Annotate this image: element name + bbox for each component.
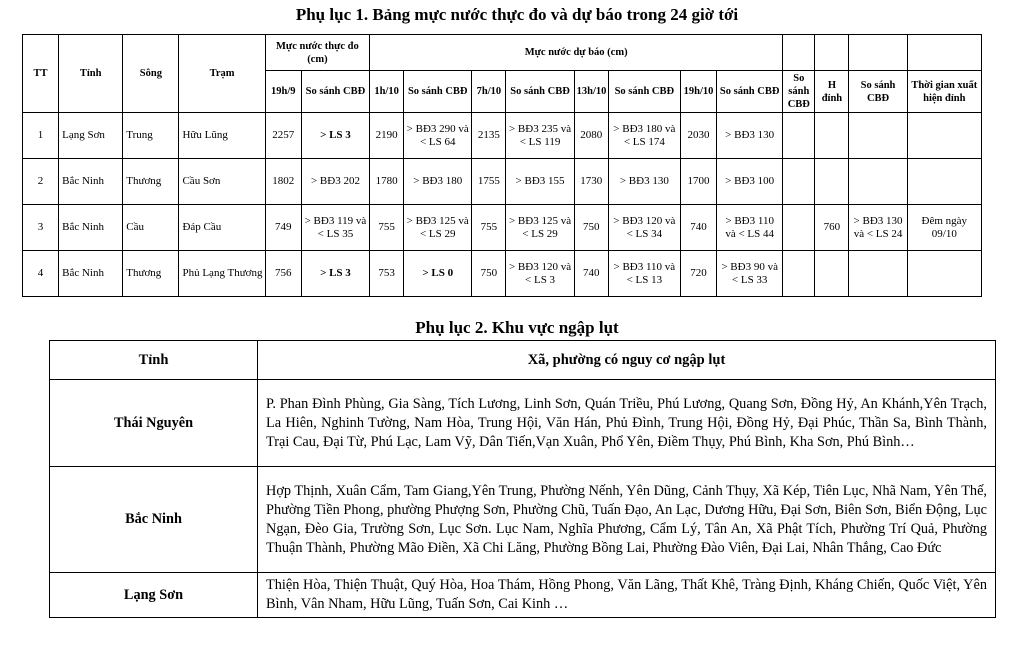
cell-time xyxy=(907,113,981,159)
cell-compare: > BĐ3 202 xyxy=(301,159,369,205)
header-so-sanh: So sánh CBĐ xyxy=(404,71,472,113)
cell-compare: > BĐ3 120 và < LS 3 xyxy=(506,251,574,297)
cell-value: 2135 xyxy=(472,113,506,159)
cell-compare: > LS 3 xyxy=(301,113,369,159)
cell-time: Đêm ngày 09/10 xyxy=(907,205,981,251)
header-so-sanh: So sánh CBĐ xyxy=(717,71,783,113)
header-so-sanh: So sánh CBĐ xyxy=(608,71,680,113)
header-song: Sông xyxy=(123,35,179,113)
cell-tinh: Bắc Ninh xyxy=(59,159,123,205)
cell-compare xyxy=(849,113,907,159)
cell-compare: > BĐ3 110 và < LS 13 xyxy=(608,251,680,297)
cell-value: 2080 xyxy=(574,113,608,159)
cell-areas: Hợp Thịnh, Xuân Cẩm, Tam Giang,Yên Trung, Phường Nếnh, Yên Dũng, Cảnh Thụy, Xã Kép, Tiên Lục, Nhã Nam, Yên Thế, Phường Tiền Phong, phường Phượng Sơn, Phường Chũ, Tuấn Đạo, An Lạc, Dương Hữu, Đại Sơn, Biên Sơn, Biển Động, Lục Ngạn, Đèo Gia, Trường Sơn, Lục Sơn. Lục Nam, Nghĩa Phương, Cẩm Lý, Tân An, Xã Phật Tích, Phường Trí Quả, Phường Thuận Thành, Phường Mão Điền, Xã Chi Lăng, Phường Bồng Lai, Phường Đào Viên, Đại Lai, Nhân Thắng, Cao Đức xyxy=(258,467,996,573)
cell-compare xyxy=(783,113,815,159)
cell-song: Cầu xyxy=(123,205,179,251)
cell-value: 720 xyxy=(680,251,716,297)
cell-song: Thương xyxy=(123,159,179,205)
header-tram: Trạm xyxy=(179,35,265,113)
header-blank xyxy=(907,35,981,71)
cell-compare: > BĐ3 130 và < LS 24 xyxy=(849,205,907,251)
cell-h-dinh xyxy=(815,113,849,159)
header-tinh: Tỉnh xyxy=(50,341,258,380)
cell-compare xyxy=(849,159,907,205)
cell-h-dinh xyxy=(815,251,849,297)
table2-title: Phụ lục 2. Khu vực ngập lụt xyxy=(415,318,619,337)
cell-compare: > BĐ3 130 xyxy=(717,113,783,159)
table-row xyxy=(50,380,996,467)
cell-compare: > BĐ3 125 và < LS 29 xyxy=(404,205,472,251)
cell-compare: > LS 3 xyxy=(301,251,369,297)
cell-compare xyxy=(783,251,815,297)
cell-compare: > BĐ3 110 và < LS 44 xyxy=(717,205,783,251)
table-row xyxy=(23,113,982,159)
header-so-sanh2: So sánh CBĐ xyxy=(849,71,907,113)
cell-value: 753 xyxy=(370,251,404,297)
cell-value: 755 xyxy=(370,205,404,251)
cell-compare xyxy=(783,205,815,251)
cell-tinh: Bắc Ninh xyxy=(59,205,123,251)
cell-song: Thương xyxy=(123,251,179,297)
cell-tt: 2 xyxy=(23,159,59,205)
cell-compare: > BĐ3 100 xyxy=(717,159,783,205)
cell-tt: 3 xyxy=(23,205,59,251)
cell-h-dinh xyxy=(815,159,849,205)
cell-compare: > LS 0 xyxy=(404,251,472,297)
cell-value: 2257 xyxy=(265,113,301,159)
cell-value: 1700 xyxy=(680,159,716,205)
cell-compare: > BĐ3 155 xyxy=(506,159,574,205)
cell-province: Thái Nguyên xyxy=(50,380,258,467)
water-level-table xyxy=(22,34,982,297)
header-du-bao: Mực nước dự báo (cm) xyxy=(370,35,783,71)
cell-province: Bắc Ninh xyxy=(50,467,258,573)
header-thuc-do: Mực nước thực đo (cm) xyxy=(265,35,369,71)
cell-areas: P. Phan Đình Phùng, Gia Sàng, Tích Lương, Linh Sơn, Quán Triều, Phú Lương, Quang Sơn, Đồng Hỷ, An Khánh,Yên Trạch, La Hiên, Nghinh Tường, Nam Hòa, Trung Hội, Văn Hán, Phủ Đình, Trung Hội, Đồng Hỷ, Đại Phúc, Thần Sa, Bình Thành, Trại Cau, Đại Từ, Phú Lạc, Lam Vỹ, Dân Tiến,Vạn Xuân, Phổ Yên, Điềm Thụy, Phú Bình, Kha Sơn, Phú Bình… xyxy=(258,380,996,467)
table-row xyxy=(50,467,996,573)
cell-value: 750 xyxy=(472,251,506,297)
header-blank xyxy=(849,35,907,71)
cell-compare: > BĐ3 180 và < LS 174 xyxy=(608,113,680,159)
cell-compare: > BĐ3 119 và < LS 35 xyxy=(301,205,369,251)
header-19h9: 19h/9 xyxy=(265,71,301,113)
cell-value: 756 xyxy=(265,251,301,297)
header-h-dinh: H đỉnh xyxy=(815,71,849,113)
header-thoi-gian: Thời gian xuất hiện đỉnh xyxy=(907,71,981,113)
flood-area-table xyxy=(49,340,996,618)
cell-value: 755 xyxy=(472,205,506,251)
cell-tinh: Bắc Ninh xyxy=(59,251,123,297)
cell-tram: Đáp Cầu xyxy=(179,205,265,251)
header-1h10: 1h/10 xyxy=(370,71,404,113)
table-row xyxy=(23,159,982,205)
cell-compare: > BĐ3 130 xyxy=(608,159,680,205)
cell-tram: Phủ Lạng Thương xyxy=(179,251,265,297)
table-row xyxy=(50,573,996,618)
cell-song: Trung xyxy=(123,113,179,159)
table1-title: Phụ lục 1. Bảng mực nước thực đo và dự báo trong 24 giờ tới xyxy=(295,5,739,24)
table-row xyxy=(23,251,982,297)
cell-compare xyxy=(849,251,907,297)
header-tt: TT xyxy=(23,35,59,113)
cell-value: 2190 xyxy=(370,113,404,159)
cell-compare: > BĐ3 90 và < LS 33 xyxy=(717,251,783,297)
cell-value: 2030 xyxy=(680,113,716,159)
cell-value: 750 xyxy=(574,205,608,251)
cell-value: 1730 xyxy=(574,159,608,205)
cell-h-dinh: 760 xyxy=(815,205,849,251)
cell-tt: 1 xyxy=(23,113,59,159)
table-row xyxy=(23,205,982,251)
cell-compare xyxy=(783,159,815,205)
cell-compare: > BĐ3 235 và < LS 119 xyxy=(506,113,574,159)
cell-time xyxy=(907,159,981,205)
cell-tram: Cầu Sơn xyxy=(179,159,265,205)
cell-value: 1755 xyxy=(472,159,506,205)
header-xa-phuong: Xã, phường có nguy cơ ngập lụt xyxy=(258,341,996,380)
header-blank xyxy=(815,35,849,71)
cell-compare: > BĐ3 290 và < LS 64 xyxy=(404,113,472,159)
header-tinh: Tỉnh xyxy=(59,35,123,113)
cell-time xyxy=(907,251,981,297)
header-blank xyxy=(783,35,815,71)
cell-value: 740 xyxy=(680,205,716,251)
cell-tram: Hữu Lũng xyxy=(179,113,265,159)
cell-value: 749 xyxy=(265,205,301,251)
header-13h10: 13h/10 xyxy=(574,71,608,113)
cell-compare: > BĐ3 180 xyxy=(404,159,472,205)
header-so-sanh: So sánh CBĐ xyxy=(506,71,574,113)
header-7h10: 7h/10 xyxy=(472,71,506,113)
cell-compare: > BĐ3 120 và < LS 34 xyxy=(608,205,680,251)
cell-province: Lạng Sơn xyxy=(50,573,258,618)
cell-value: 740 xyxy=(574,251,608,297)
cell-value: 1802 xyxy=(265,159,301,205)
cell-value: 1780 xyxy=(370,159,404,205)
cell-areas: Thiện Hòa, Thiện Thuật, Quý Hòa, Hoa Thám, Hồng Phong, Văn Lãng, Thất Khê, Tràng Định, Kháng Chiến, Quốc Việt, Yên Bình, Vân Nham, Hữu Lũng, Tuấn Sơn, Cai Kinh … xyxy=(258,573,996,618)
header-so-sanh: So sánh CBĐ xyxy=(301,71,369,113)
header-so-sanh-cbd: So sánh CBĐ xyxy=(783,71,815,113)
cell-tinh: Lạng Sơn xyxy=(59,113,123,159)
cell-tt: 4 xyxy=(23,251,59,297)
header-19h10: 19h/10 xyxy=(680,71,716,113)
cell-compare: > BĐ3 125 và < LS 29 xyxy=(506,205,574,251)
